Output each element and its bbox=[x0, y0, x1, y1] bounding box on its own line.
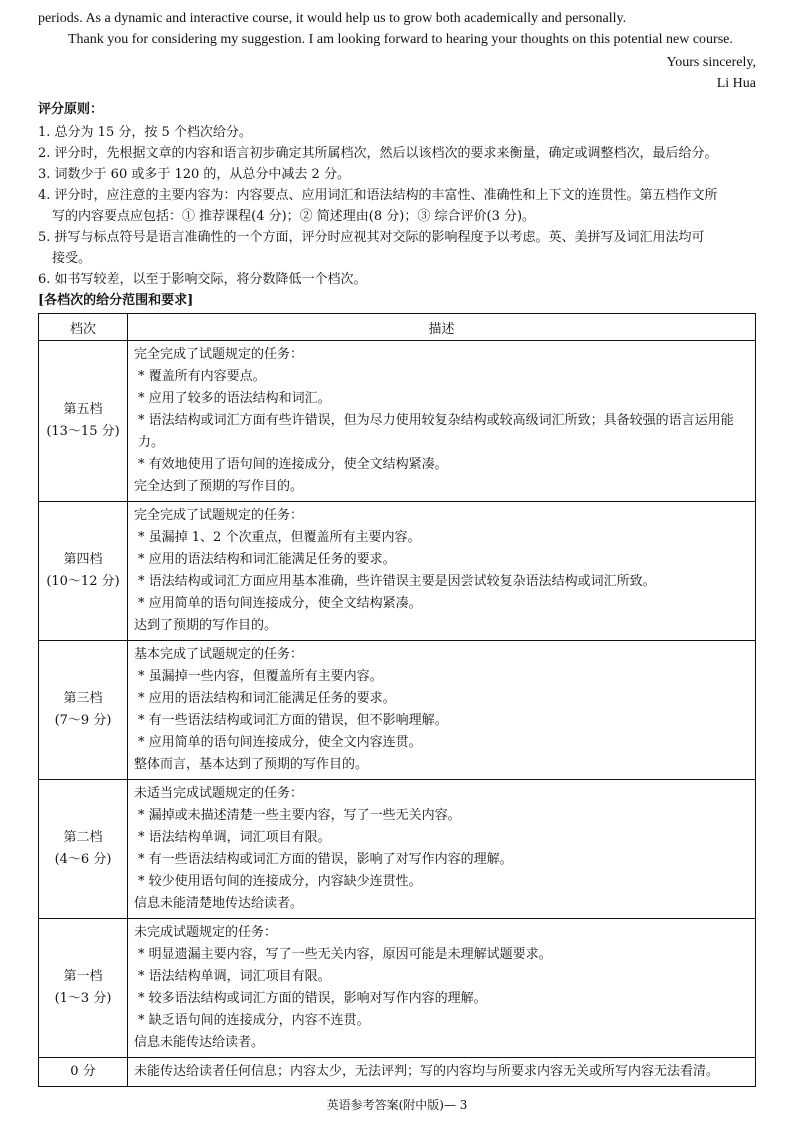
criterion-bullet: * 语法结构或词汇方面应用基本准确，些许错误主要是因尝试较复杂语法结构或词汇所致。 bbox=[138, 574, 656, 589]
level-name: 第三档 bbox=[63, 691, 103, 706]
description-cell bbox=[128, 502, 756, 641]
level-cell bbox=[39, 780, 128, 919]
letter-signature: Li Hua bbox=[716, 76, 756, 91]
column-header-description: 描述 bbox=[128, 314, 756, 341]
criterion-summary: 信息未能传达给读者。 bbox=[134, 1035, 265, 1050]
criterion-bullet: * 较多语法结构或词汇方面的错误，影响对写作内容的理解。 bbox=[138, 991, 487, 1006]
level-score-range: (1～3 分) bbox=[54, 991, 112, 1006]
grading-table-body bbox=[39, 341, 756, 1087]
level-name: 第二档 bbox=[63, 830, 103, 845]
rule-item bbox=[38, 227, 756, 269]
rules-heading: 评分原则： bbox=[38, 102, 104, 117]
criterion-summary: 信息未能清楚地传达给读者。 bbox=[134, 896, 304, 911]
document-page bbox=[38, 8, 756, 1087]
level-score-range: (4～6 分) bbox=[54, 852, 112, 867]
description-cell bbox=[128, 780, 756, 919]
criterion-summary: 完全达到了预期的写作目的。 bbox=[134, 479, 304, 494]
rule-item bbox=[38, 143, 756, 164]
criterion-bullet: * 有效地使用了语句间的连接成分，使全文结构紧凑。 bbox=[138, 457, 448, 472]
level-cell bbox=[39, 341, 128, 502]
rule-text-continued: 写的内容要点应包括：① 推荐课程(4 分)；② 简述理由(8 分)；③ 综合评价(3 分)。 bbox=[52, 209, 536, 224]
criterion-bullet: * 覆盖所有内容要点。 bbox=[138, 369, 266, 384]
criterion-summary: 未适当完成试题规定的任务： bbox=[134, 786, 304, 801]
criterion-bullet: * 较少使用语句间的连接成分，内容缺少连贯性。 bbox=[138, 874, 422, 889]
criterion-bullet: * 语法结构单调，词汇项目有限。 bbox=[138, 969, 331, 984]
letter-paragraph-thanks: Thank you for considering my suggestion. I am looking forward to hearing your thoughts on this potential new course. bbox=[68, 32, 733, 47]
table-row bbox=[39, 341, 756, 502]
table-header-row bbox=[39, 314, 756, 341]
column-header-level: 档次 bbox=[39, 314, 128, 341]
criterion-summary: 基本完成了试题规定的任务： bbox=[134, 647, 304, 662]
criterion-summary: 完全完成了试题规定的任务： bbox=[134, 347, 304, 362]
level-cell bbox=[39, 919, 128, 1058]
rule-text-continued: 接受。 bbox=[52, 251, 92, 266]
rule-text: 3. 词数少于 60 或多于 120 的，从总分中减去 2 分。 bbox=[38, 167, 350, 182]
criterion-bullet: * 漏掉或未描述清楚一些主要内容，写了一些无关内容。 bbox=[138, 808, 461, 823]
criterion-bullet: * 语法结构单调，词汇项目有限。 bbox=[138, 830, 331, 845]
criterion-bullet: * 有一些语法结构或词汇方面的错误，但不影响理解。 bbox=[138, 713, 448, 728]
letter-paragraph-end: periods. As a dynamic and interactive course, it would help us to grow both academically and personally. bbox=[38, 11, 627, 26]
level-name: 第五档 bbox=[63, 402, 103, 417]
description-cell bbox=[128, 341, 756, 502]
criterion-bullet: * 缺乏语句间的连接成分，内容不连贯。 bbox=[138, 1013, 370, 1028]
criterion-summary: 达到了预期的写作目的。 bbox=[134, 618, 278, 633]
letter-ending bbox=[38, 8, 756, 94]
rule-text: 5. 拼写与标点符号是语言准确性的一个方面，评分时应视其对交际的影响程度予以考虑。英、美拼写及词汇用法均可 bbox=[38, 230, 705, 245]
criterion-bullet: * 应用的语法结构和词汇能满足任务的要求。 bbox=[138, 552, 396, 567]
rule-text: 6. 如书写较差，以至于影响交际，将分数降低一个档次。 bbox=[38, 272, 367, 287]
level-score-range: (7～9 分) bbox=[54, 713, 112, 728]
level-score-range: (13～15 分) bbox=[46, 424, 120, 439]
criterion-bullet: * 有一些语法结构或词汇方面的错误，影响了对写作内容的理解。 bbox=[138, 852, 513, 867]
criterion-bullet: * 应用的语法结构和词汇能满足任务的要求。 bbox=[138, 691, 396, 706]
description-cell bbox=[128, 1058, 756, 1087]
rule-item bbox=[38, 122, 756, 143]
criterion-summary: 未完成试题规定的任务： bbox=[134, 925, 278, 940]
level-score-range: (10～12 分) bbox=[46, 574, 120, 589]
rule-text: 2. 评分时，先根据文章的内容和语言初步确定其所属档次，然后以该档次的要求来衡量，确定或调整档次，最后给分。 bbox=[38, 146, 718, 161]
description-cell bbox=[128, 919, 756, 1058]
rule-text: 4. 评分时，应注意的主要内容为：内容要点、应用词汇和语法结构的丰富性、准确性和上下文的连贯性。第五档作文所 bbox=[38, 188, 718, 203]
grading-table bbox=[38, 313, 756, 1087]
rule-item bbox=[38, 185, 756, 227]
level-cell bbox=[39, 1058, 128, 1087]
criterion-bullet: * 应用简单的语句间连接成分，使全文内容连贯。 bbox=[138, 735, 422, 750]
criterion-bullet: * 虽漏掉 1、2 个次重点，但覆盖所有主要内容。 bbox=[138, 530, 421, 545]
table-row bbox=[39, 780, 756, 919]
criterion-summary: 完全完成了试题规定的任务： bbox=[134, 508, 304, 523]
criterion-summary: 未能传达给读者任何信息；内容太少，无法评判；写的内容均与所要求内容无关或所写内容无法看清。 bbox=[134, 1064, 720, 1079]
letter-closing: Yours sincerely, bbox=[666, 55, 756, 70]
level-name: 第一档 bbox=[63, 969, 103, 984]
criterion-summary: 整体而言，基本达到了预期的写作目的。 bbox=[134, 757, 369, 772]
rule-item bbox=[38, 164, 756, 185]
criterion-bullet: * 明显遗漏主要内容，写了一些无关内容，原因可能是未理解试题要求。 bbox=[138, 947, 552, 962]
table-row bbox=[39, 919, 756, 1058]
table-row bbox=[39, 502, 756, 641]
criterion-bullet: * 语法结构或词汇方面有些许错误，但为尽力使用较复杂结构或较高级词汇所致；具备较强的语言运用能力。 bbox=[138, 413, 734, 450]
description-cell bbox=[128, 641, 756, 780]
criterion-bullet: * 虽漏掉一些内容，但覆盖所有主要内容。 bbox=[138, 669, 383, 684]
grade-section-heading: [各档次的给分范围和要求] bbox=[38, 293, 194, 308]
table-row bbox=[39, 641, 756, 780]
level-cell bbox=[39, 641, 128, 780]
rules-list bbox=[38, 122, 756, 290]
criterion-bullet: * 应用了较多的语法结构和词汇。 bbox=[138, 391, 331, 406]
page-footer: 英语参考答案(附中版)— 3 bbox=[326, 1098, 468, 1112]
rule-item bbox=[38, 269, 756, 290]
table-row bbox=[39, 1058, 756, 1087]
criterion-bullet: * 应用简单的语句间连接成分，使全文结构紧凑。 bbox=[138, 596, 422, 611]
rule-text: 1. 总分为 15 分，按 5 个档次给分。 bbox=[38, 125, 252, 140]
level-cell bbox=[39, 502, 128, 641]
level-name: 第四档 bbox=[63, 552, 103, 567]
level-name: 0 分 bbox=[70, 1064, 96, 1079]
